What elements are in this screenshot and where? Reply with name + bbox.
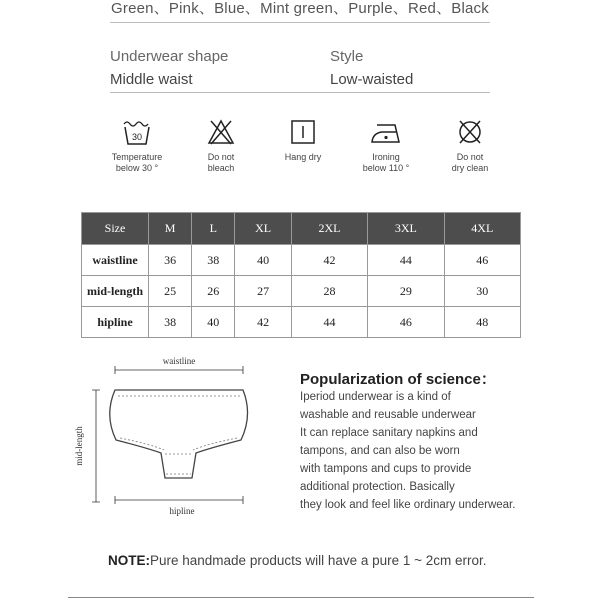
color-options: Green、Pink、Blue、Mint green、Purple、Red、Black bbox=[111, 0, 489, 17]
table-cell: 46 bbox=[444, 245, 520, 276]
row-label: hipline bbox=[82, 307, 149, 338]
science-line: It can replace sanitary napkins and bbox=[300, 427, 478, 439]
size-chart-table bbox=[81, 212, 521, 338]
shape-value: Middle waist bbox=[110, 71, 193, 88]
shape-label: Underwear shape bbox=[110, 48, 229, 65]
table-cell: 48 bbox=[444, 307, 520, 338]
table-cell: 40 bbox=[235, 245, 291, 276]
care-iron-text: Ironing below 110 ° bbox=[362, 152, 410, 173]
science-line: additional protection. Basically bbox=[300, 481, 455, 493]
table-cell: 28 bbox=[291, 276, 367, 307]
waistline-label: waistline bbox=[162, 356, 196, 366]
measurement-diagram bbox=[70, 350, 270, 525]
style-value: Low-waisted bbox=[330, 71, 414, 88]
table-cell: 38 bbox=[192, 245, 235, 276]
table-cell: 44 bbox=[291, 307, 367, 338]
care-dryclean bbox=[430, 118, 510, 174]
row-label: mid-length bbox=[82, 276, 149, 307]
table-cell: 25 bbox=[149, 276, 192, 307]
table-header-cell: L bbox=[192, 213, 235, 245]
table-header-cell: XL bbox=[235, 213, 291, 245]
note bbox=[108, 553, 487, 568]
table-cell: 40 bbox=[192, 307, 235, 338]
care-wash-text: Temperature below 30 ° bbox=[111, 152, 163, 173]
table-cell: 36 bbox=[149, 245, 192, 276]
table-header-cell: 2XL bbox=[291, 213, 367, 245]
table-cell: 30 bbox=[444, 276, 520, 307]
table-header-cell: 3XL bbox=[368, 213, 444, 245]
note-label: NOTE: bbox=[108, 553, 150, 568]
table-cell: 29 bbox=[368, 276, 444, 307]
science-line: washable and reusable underwear bbox=[300, 409, 476, 421]
do-not-dry-clean-icon bbox=[455, 118, 485, 146]
table-cell: 38 bbox=[149, 307, 192, 338]
table-header-cell: Size bbox=[82, 213, 149, 245]
mid-length-label: mid-length bbox=[74, 426, 84, 466]
care-wash bbox=[97, 118, 177, 174]
science-line: tampons, and can also be worn bbox=[300, 445, 460, 457]
table-row bbox=[82, 276, 521, 307]
do-not-bleach-icon bbox=[206, 118, 236, 146]
row-label: waistline bbox=[82, 245, 149, 276]
divider bbox=[110, 92, 490, 93]
care-iron bbox=[346, 118, 426, 174]
care-dryclean-text: Do not dry clean bbox=[451, 152, 489, 173]
style-label: Style bbox=[330, 48, 364, 65]
note-text: Pure handmade products will have a pure 1 ~ 2cm error. bbox=[150, 553, 487, 568]
table-row bbox=[82, 307, 521, 338]
table-cell: 42 bbox=[235, 307, 291, 338]
table-header-cell: M bbox=[149, 213, 192, 245]
table-cell: 42 bbox=[291, 245, 367, 276]
care-dry-text: Hang dry bbox=[284, 152, 322, 162]
table-row bbox=[82, 245, 521, 276]
table-header-cell: 4XL bbox=[444, 213, 520, 245]
wash-temp-badge: 30 bbox=[131, 132, 143, 142]
table-cell: 27 bbox=[235, 276, 291, 307]
care-bleach-text: Do not bleach bbox=[207, 152, 235, 173]
divider bbox=[68, 597, 534, 598]
care-bleach bbox=[181, 118, 261, 174]
wash-30-icon bbox=[122, 118, 152, 146]
science-line: they look and feel like ordinary underwear. bbox=[300, 499, 516, 511]
table-cell: 46 bbox=[368, 307, 444, 338]
table-cell: 44 bbox=[368, 245, 444, 276]
brief-outline bbox=[110, 390, 248, 478]
hang-dry-icon bbox=[288, 118, 318, 146]
table-cell: 26 bbox=[192, 276, 235, 307]
care-dry bbox=[263, 118, 343, 163]
table-header-row bbox=[82, 213, 521, 245]
iron-low-icon bbox=[369, 118, 403, 146]
science-line: Iperiod underwear is a kind of bbox=[300, 391, 451, 403]
hipline-label: hipline bbox=[169, 506, 195, 516]
science-line: with tampons and cups to provide bbox=[300, 463, 472, 475]
divider bbox=[110, 22, 490, 23]
science-title: Popularization of science： bbox=[300, 371, 496, 388]
